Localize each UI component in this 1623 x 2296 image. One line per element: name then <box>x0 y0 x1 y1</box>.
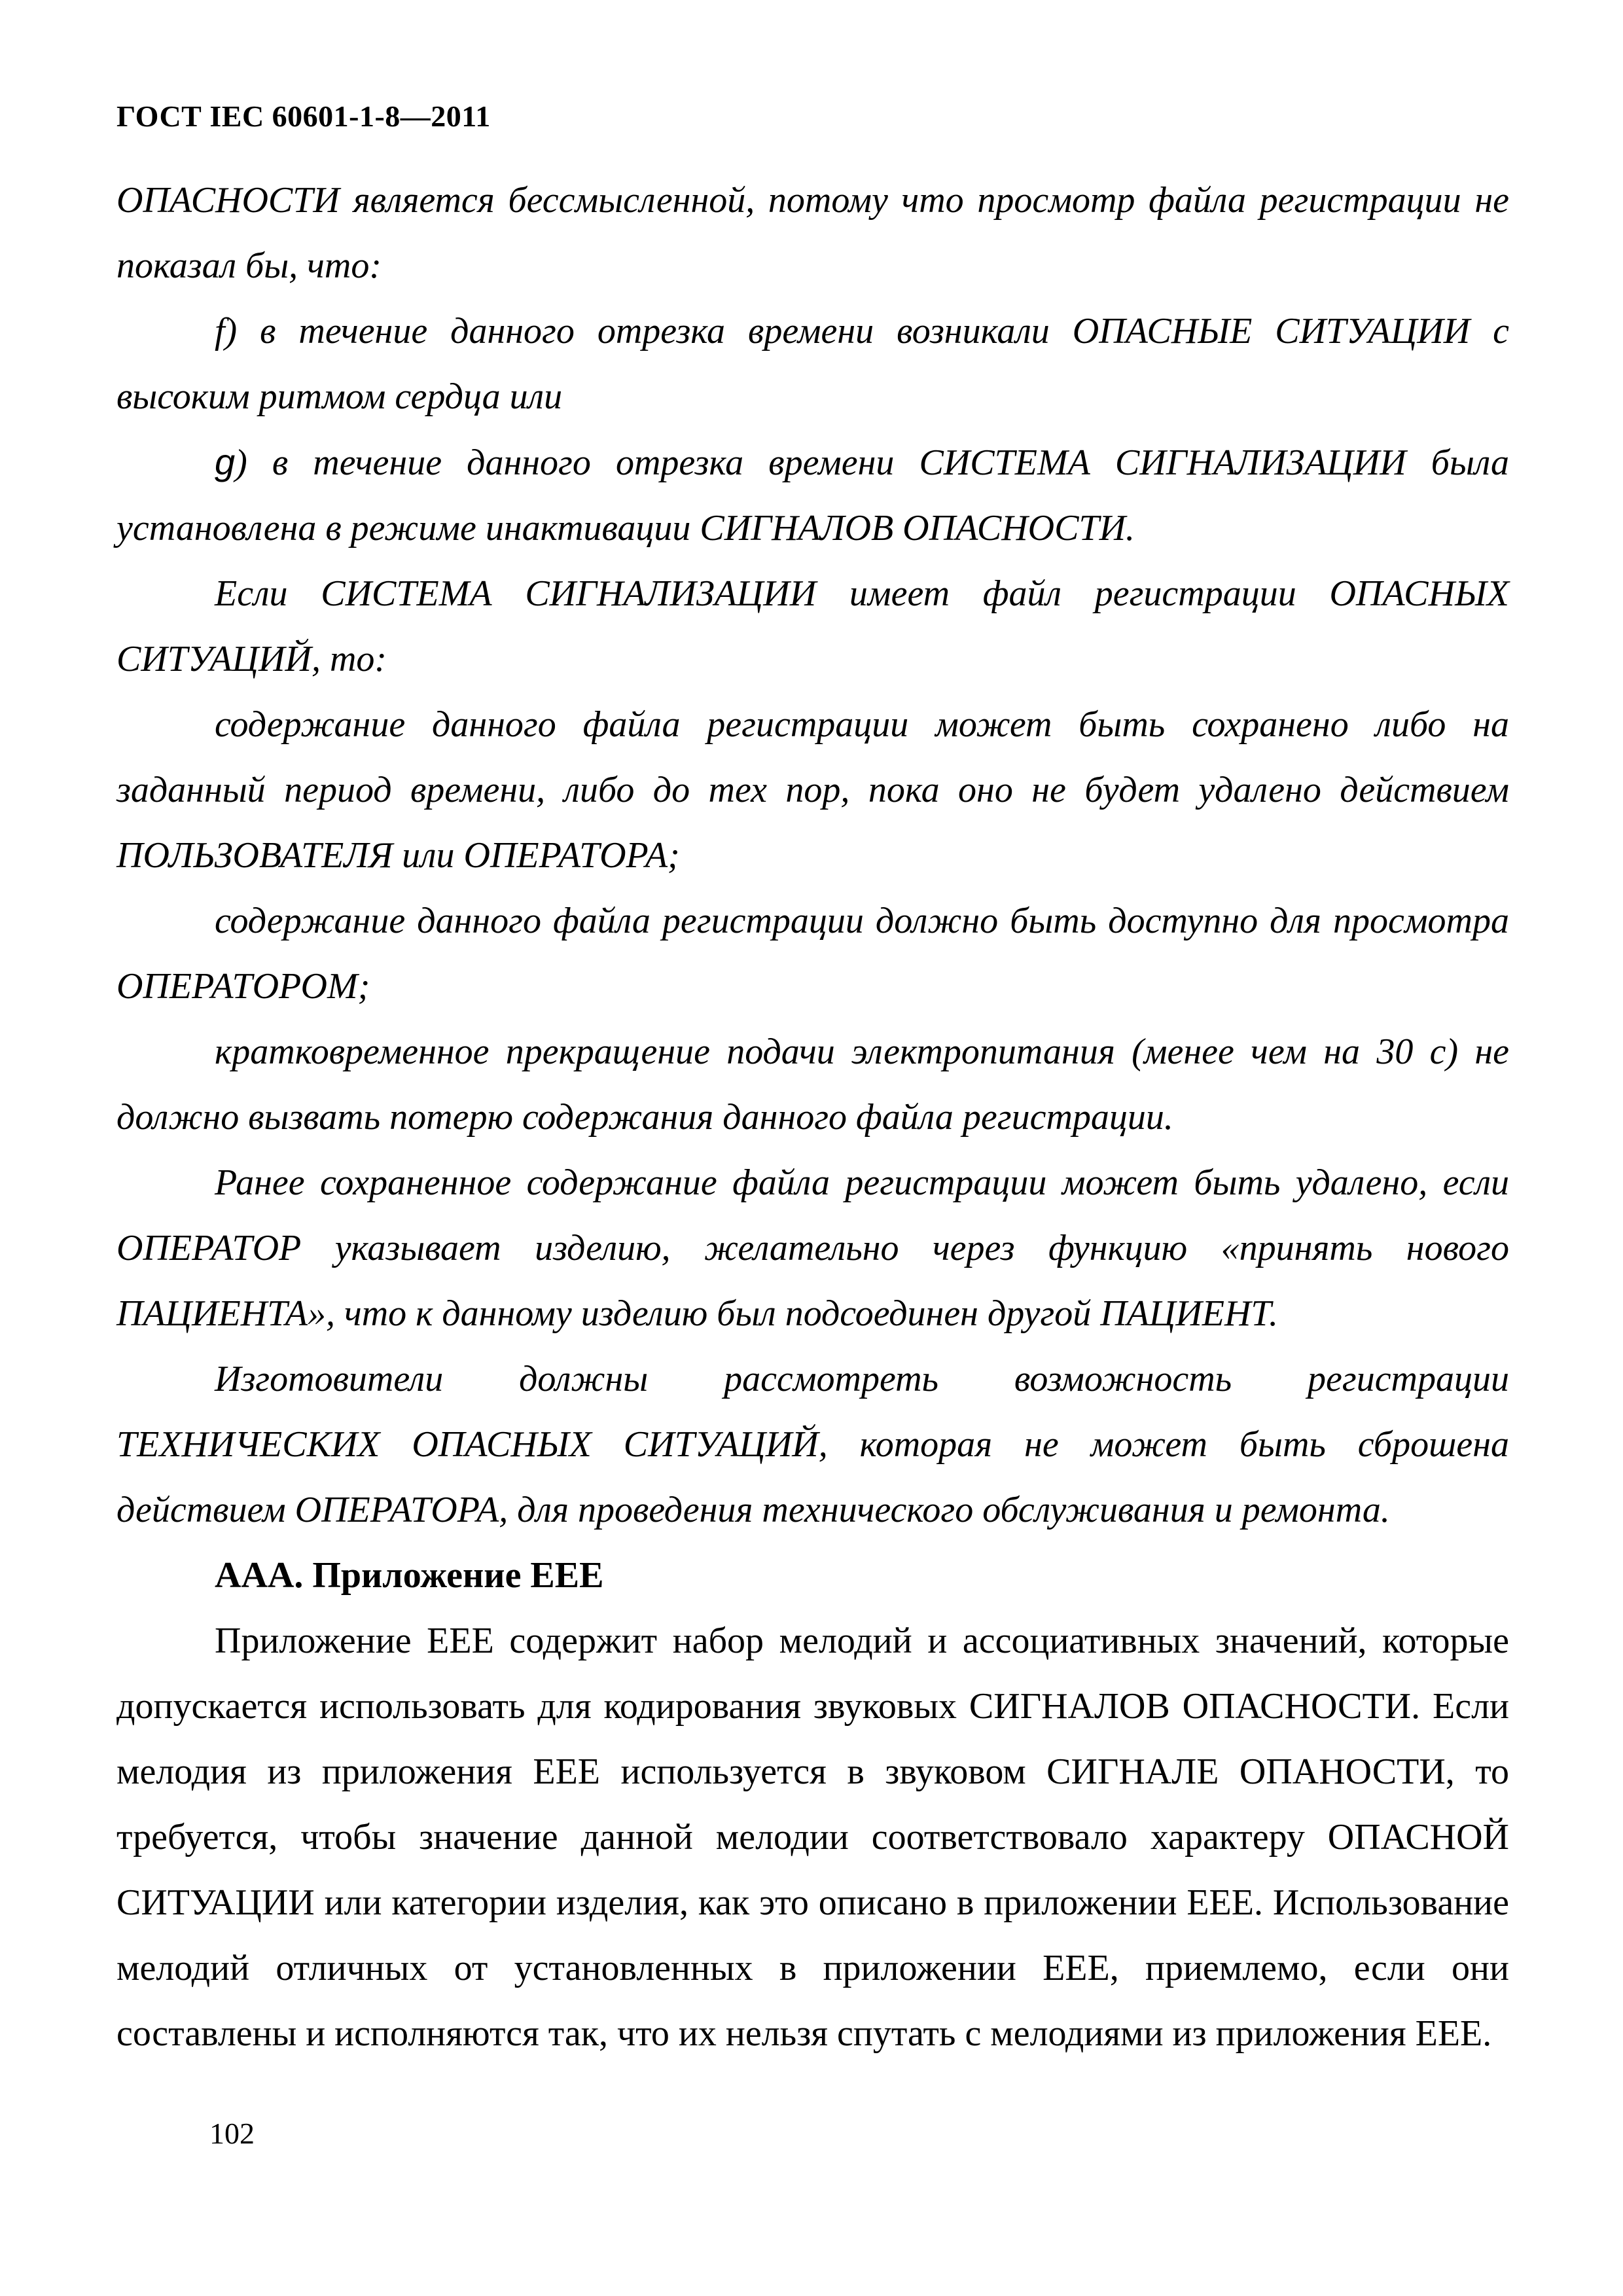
paragraph-power-loss: кратковременное прекращение подачи электропитания (менее чем на 30 с) не должно вызвать потерю содержания данного файла регистрации. <box>116 1031 1509 1138</box>
paragraph-log-intro: Если СИСТЕМА СИГНАЛИЗАЦИИ имеет файл регистрации ОПАСНЫХ СИТУАЦИЙ, то: <box>116 573 1509 679</box>
paragraph-log-storage: содержание данного файла регистрации может быть сохранено либо на заданный период времени, либо до тех пор, пока оно не будет удалено действием ПОЛЬЗОВАТЕЛЯ или ОПЕРАТОРА; <box>116 704 1509 876</box>
list-item-g-text: ) в течение данного отрезка времени СИСТЕМА СИГНАЛИЗАЦИИ была установлена в режиме инактивации СИГНАЛОВ ОПАСНОСТИ. <box>116 442 1509 548</box>
list-item-g <box>116 429 1509 561</box>
section-heading: ААА. Приложение ЕЕЕ <box>215 1555 604 1596</box>
list-marker-g: g <box>215 441 236 482</box>
page-number: 102 <box>209 2117 255 2150</box>
paragraph-log-access: содержание данного файла регистрации должно быть доступно для просмотра ОПЕРАТОРОМ; <box>116 901 1509 1007</box>
paragraph-log-deletion: Ранее сохраненное содержание файла регистрации может быть удалено, если ОПЕРАТОР указывает изделию, желательно через функцию «принять нового ПАЦИЕНТА», что к данному изделию был подсоединен другой ПАЦИЕНТ. <box>116 1162 1509 1334</box>
paragraph-manufacturers: Изготовители должны рассмотреть возможность регистрации ТЕХНИЧЕСКИХ ОПАСНЫХ СИТУАЦИЙ, которая не может быть сброшена действием ОПЕРАТОРА, для проведения технического обслуживания и ремонта. <box>116 1359 1509 1530</box>
standard-header: ГОСТ IEC 60601-1-8—2011 <box>116 99 491 133</box>
body-text <box>116 168 1509 2066</box>
section-paragraph: Приложение ЕЕЕ содержит набор мелодий и ассоциативных значений, которые допускается использовать для кодирования звуковых СИГНАЛОВ ОПАСНОСТИ. Если мелодия из приложения ЕЕЕ используется в звуковом СИГНАЛЕ ОПАНОСТИ, то требуется, чтобы значение данной мелодии соответствовало характеру ОПАСНОЙ СИТУАЦИИ или категории изделия, как это описано в приложении ЕЕЕ. Использование мелодий отличных от установленных в приложении ЕЕЕ, приемлемо, если они составлены и исполняются так, что их нельзя спутать с мелодиями из приложения ЕЕЕ. <box>116 1621 1509 2054</box>
list-item-f: f) в течение данного отрезка времени возникали ОПАСНЫЕ СИТУАЦИИ с высоким ритмом сердца или <box>116 311 1509 417</box>
paragraph-continuation: ОПАСНОСТИ является бессмысленной, потому что просмотр файла регистрации не показал бы, что: <box>116 180 1509 286</box>
